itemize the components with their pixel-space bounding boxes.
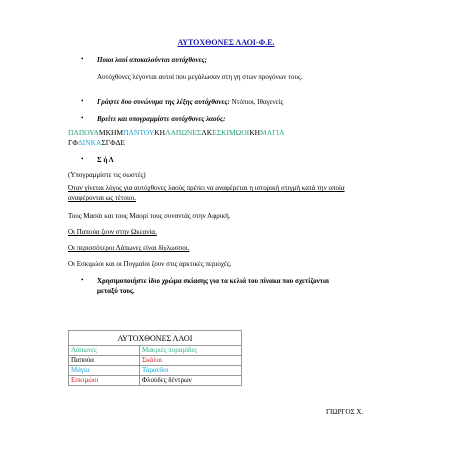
letter-segment: ΜΚΗΜ: [98, 128, 124, 137]
bullet-icon: •: [81, 55, 84, 63]
statement-2: Τους Μασάι και τους Μαορί τους συναντάς στην Αφρική.: [68, 212, 231, 220]
tribes-table: [68, 330, 242, 386]
table-row: [69, 356, 242, 366]
table-cell-left[interactable]: Εσκιμώοι: [69, 376, 140, 386]
table-cell-left[interactable]: Λάπωνες: [69, 346, 140, 356]
letter-segment: ΓΦ: [68, 138, 78, 147]
statement-3: Οι Παπούα ζουν στην Ωκεανία.: [68, 228, 157, 236]
question-4: Σ ή Λ: [97, 156, 114, 164]
table-row: [69, 366, 242, 376]
statement-5: Οι Εσκιμώοι και οι Πυγμαίοι ζουν στις αρκτικές περιοχές.: [68, 260, 232, 268]
statement-4: Οι περισσότεροι Λάπωνες είναι δίγλωσσοι.: [68, 244, 190, 252]
bullet-icon: •: [81, 276, 84, 284]
question-3: Βρείτε και υπογραμμίστε αυτόχθονες λαούς:: [97, 115, 226, 123]
answer-2: Ντόπιοι, Ιθαγενείς: [231, 98, 284, 106]
table-header: ΑΥΤΟΧΘΟΝΕΣ ΛΑΟΙ: [69, 331, 242, 346]
table-cell-left[interactable]: Μάγια: [69, 366, 140, 376]
bullet-icon: •: [81, 114, 84, 122]
answer-1: Αυτόχθονες λέγονται αυτοί που μεγάλωσαν στη γη στων προγόνων τους.: [97, 73, 303, 81]
question-2: Γράψτε δυο συνώνυμα της λέξης αυτόχθονες:: [97, 98, 230, 106]
letter-segment: ΚΗ: [249, 128, 261, 137]
letter-grid-line-1: [68, 128, 284, 138]
letter-segment: ΠΑΝΤΟΥ: [123, 128, 155, 137]
author-signature: ΓΙΩΡΓΟΣ Χ.: [326, 408, 364, 416]
question-5: Χρησιμοποιήστε ίδιο χρώμα σκίασης για τα κελιά του πίνακα που σχετίζονται μεταξύ τους.: [97, 277, 330, 295]
letter-segment: ΛΑΠΩΝΕΣ: [165, 128, 202, 137]
letter-segment: ΜΑΓΙΑ: [260, 128, 285, 137]
table-cell-left[interactable]: Παπούα: [69, 356, 140, 366]
table-row: [69, 346, 242, 356]
table-cell-right[interactable]: Φλούδες δέντρων: [140, 376, 242, 386]
letter-grid-line-2: [68, 138, 125, 148]
letter-segment: ΛΚ: [201, 128, 213, 137]
letter-segment: ΕΣΚΙΜΩΟΙ: [212, 128, 250, 137]
page-title: ΑΥΤΟΧΘΟΝΕΣ ΛΑΟΙ-Φ.Ε.: [177, 38, 275, 47]
question-1: Ποιοι λαοί αποκαλούνται αυτόχθονες;: [97, 56, 207, 64]
table-cell-right[interactable]: Σκάλοι: [140, 356, 242, 366]
letter-segment: ΣΓΦΔΕ: [101, 138, 125, 147]
letter-segment: ΚΗ: [154, 128, 166, 137]
letter-segment: ΔΙΝΚΑ: [77, 138, 102, 147]
letter-segment: ΠΑΠΟΥΑ: [68, 128, 99, 137]
question-4-hint: (Υπογραμμίστε τις σωστές): [68, 171, 146, 179]
table-cell-right[interactable]: Μακριές πυραμίδες: [140, 346, 242, 356]
table-row: [69, 376, 242, 386]
table-cell-right[interactable]: Τάρανδοι: [140, 366, 242, 376]
bullet-icon: •: [81, 155, 84, 163]
bullet-icon: •: [81, 97, 84, 105]
question-2-line: [97, 97, 283, 107]
statement-1: Όταν γίνεται λόγος για αυτόχθονες λαούς πρέπει να αναφέρεται η ιστορική στιγμή κατά την οποία αναφέρονται ως τέτοιοι.: [68, 184, 345, 202]
